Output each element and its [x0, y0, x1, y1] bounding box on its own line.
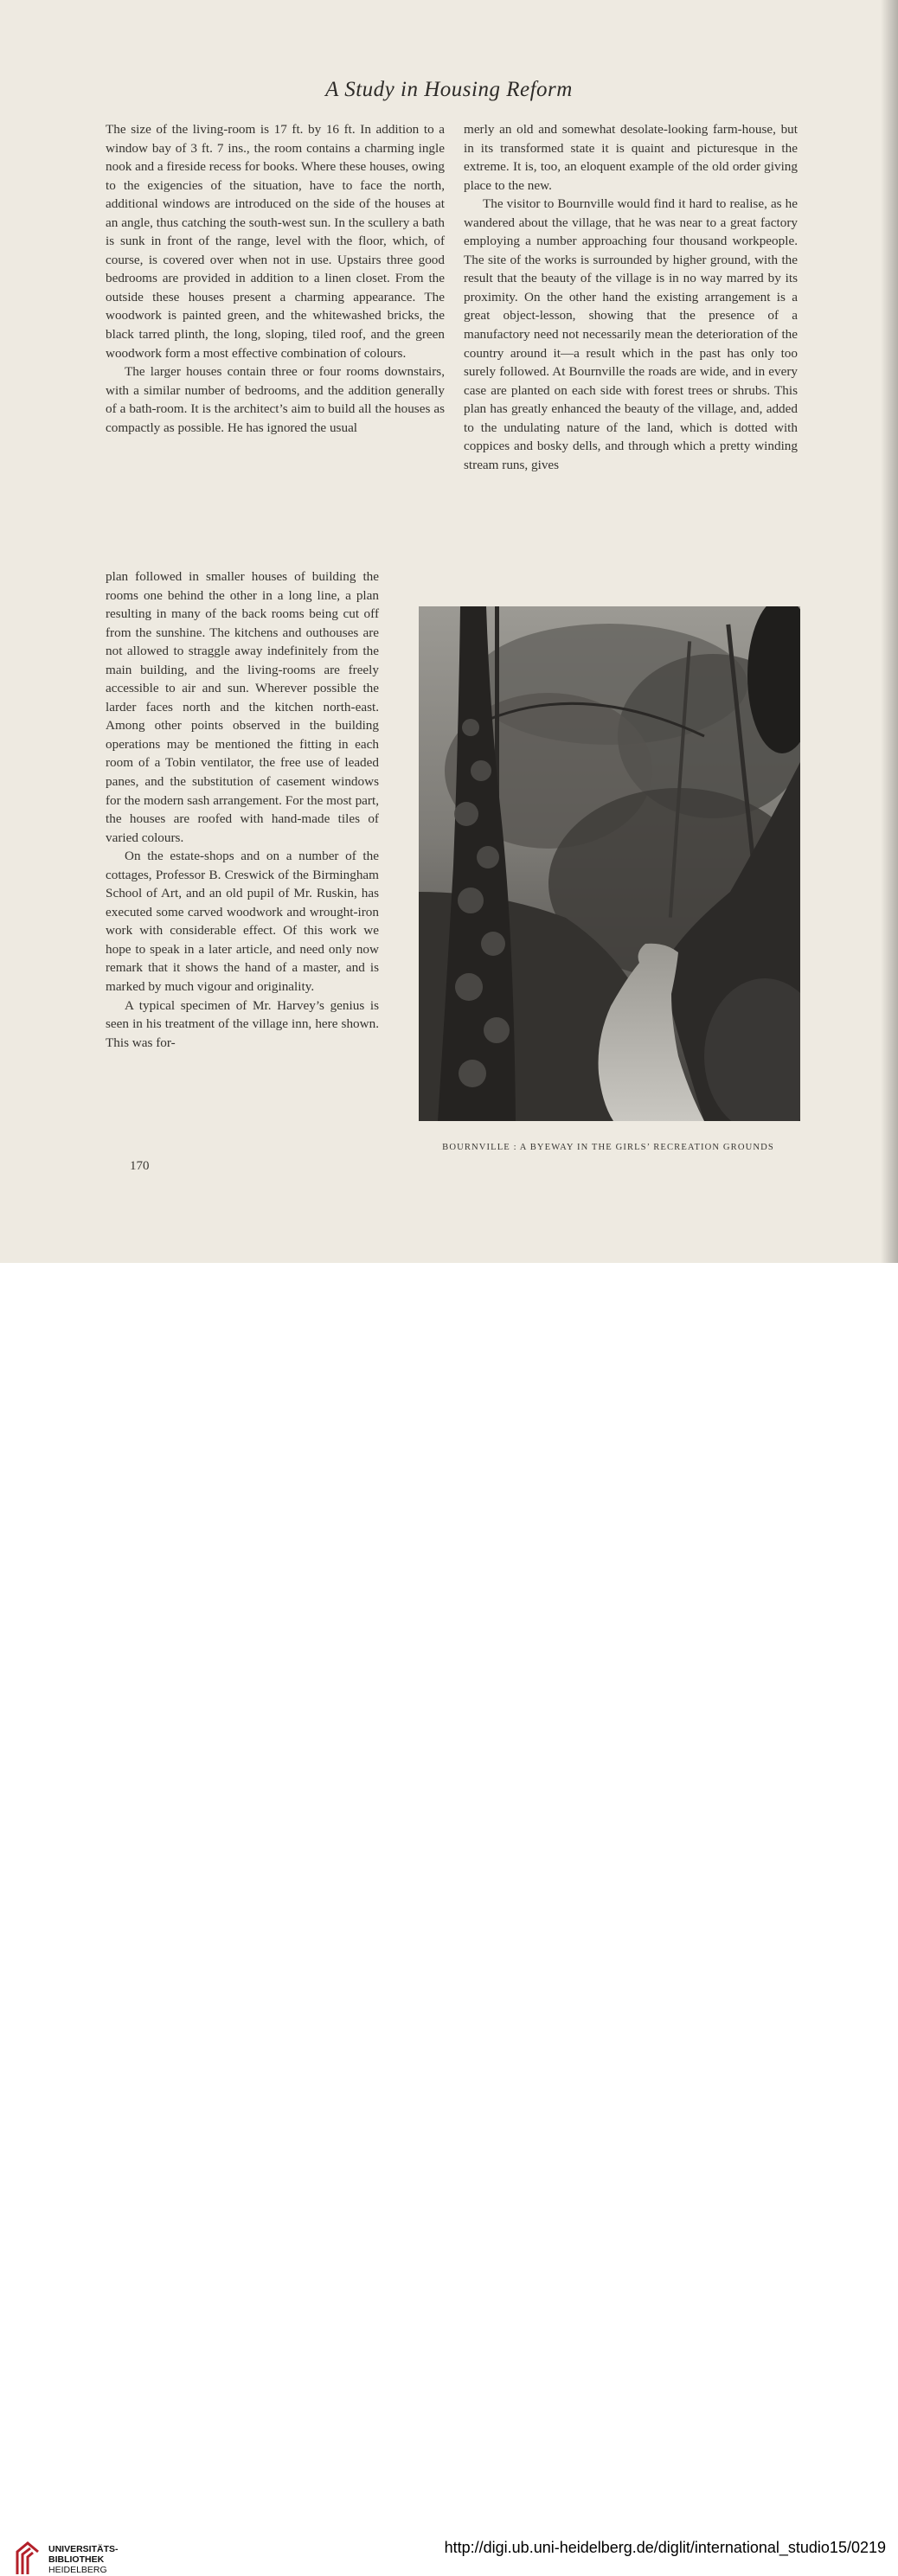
left-paragraph-2: The larger houses contain three or four rooms downstairs, with a similar number of bedrooms, and the addition generally of a bath-room. It is the architect’s aim to build all the houses as compactly as possible. He has ignored the usual — [106, 364, 445, 435]
left-paragraph-2-continued: plan followed in smaller houses of building the rooms one behind the other in a long line, a plan resulting in many of the back rooms being cut off from the sunshine. The kitchens and outhouses are not allowed to straggle away indefinitely from the main building, and the living-rooms are freely accessible to air and sun. Wherever possible the larder faces north and the kitchen north-east. Among other points observed in the building operations may be mentioned the fitting in each room of a Tobin ventilator, the free use of leaded panes, and the substitution of casement windows for the modern sash arrangement. For the most part, the houses are roofed with hand-made tiles of varied colours. — [106, 569, 379, 845]
page-edge-shadow — [881, 0, 898, 1263]
photo-caption: BOURNVILLE : A BYEWAY IN THE GIRLS’ RECREATION GROUNDS — [442, 1143, 774, 1152]
right-paragraph-2: The visitor to Bournville would find it hard to realise, as he wandered about the village, that he was near to a great factory employing a number approaching four thousand workpeople. The site of the works is surrounded by higher ground, with the result that the beauty of the village is in no way marred by its proximity. On the other hand the existing arrangement is a great object-lesson, showing that the presence of a manufactory need not necessarily mean the deterioration of the country around it—a result which in the past has only too surely followed. At Bournville the roads are wide, and in every case are planted on each side with forest trees or shrubs. This plan has greatly enhanced the beauty of the village, and, added to the undulating nature of the land, which is dotted with coppices and bosky dells, and through which a pretty winding stream runs, gives — [464, 196, 798, 472]
digitization-footer — [0, 1263, 898, 2575]
left-paragraph-4: A typical specimen of Mr. Harvey’s genius is seen in his treatment of the village inn, here shown. This was for- — [106, 997, 379, 1050]
library-name-line-2: BIBLIOTHEK — [48, 2554, 105, 2565]
library-name-line-1: UNIVERSITÄTS- — [48, 2544, 119, 2554]
source-url-link[interactable]: http://digi.ub.uni-heidelberg.de/diglit/international_studio15/0219 — [444, 2539, 886, 2556]
woodland-path-illustration — [419, 606, 800, 1121]
right-paragraph-1: merly an old and somewhat desolate-looking farm-house, but in its transformed state it is quaint and picturesque in the extreme. It is, too, an eloquent example of the old order giving place to the new. — [464, 122, 798, 193]
library-name — [48, 2544, 119, 2575]
page-number: 170 — [130, 1159, 150, 1173]
woodland-path-photograph — [419, 606, 800, 1121]
library-logo-icon — [14, 2541, 45, 2576]
running-title: A Study in Housing Reform — [325, 78, 573, 101]
left-column — [106, 120, 445, 437]
scanned-page — [0, 0, 898, 1263]
library-name-line-3: HEIDELBERG — [48, 2565, 107, 2575]
left-paragraph-3: On the estate-shops and on a number of the cottages, Professor B. Creswick of the Birmingham School of Art, and an old pupil of Mr. Ruskin, has executed some carved woodwork and wrought-iron work with considerable effect. Of this work we hope to speak in a later article, and need only now remark that it shows the hand of a master, and is marked by much vigour and originality. — [106, 849, 379, 995]
left-paragraph-1: The size of the living-room is 17 ft. by 16 ft. In addition to a window bay of 3 ft. 7 ins., the room contains a charming ingle nook and a fireside recess for books. Where these houses, owing to the exigencies of the situation, have to face the north, additional windows are introduced on the side of the houses at an angle, thus catching the south-west sun. In the scullery a bath is sunk in front of the range, level with the floor, which, of course, is covered over when not in use. Upstairs three good bedrooms are provided in addition to a linen closet. From the outside these houses present a charming appearance. The woodwork is painted green, and the whitewashed bricks, the black tarred plinth, the long, sloping, tiled roof, and the green woodwork form a most effective combination of colours. — [106, 122, 445, 361]
right-column — [464, 120, 798, 474]
left-column-narrow — [106, 567, 379, 1052]
